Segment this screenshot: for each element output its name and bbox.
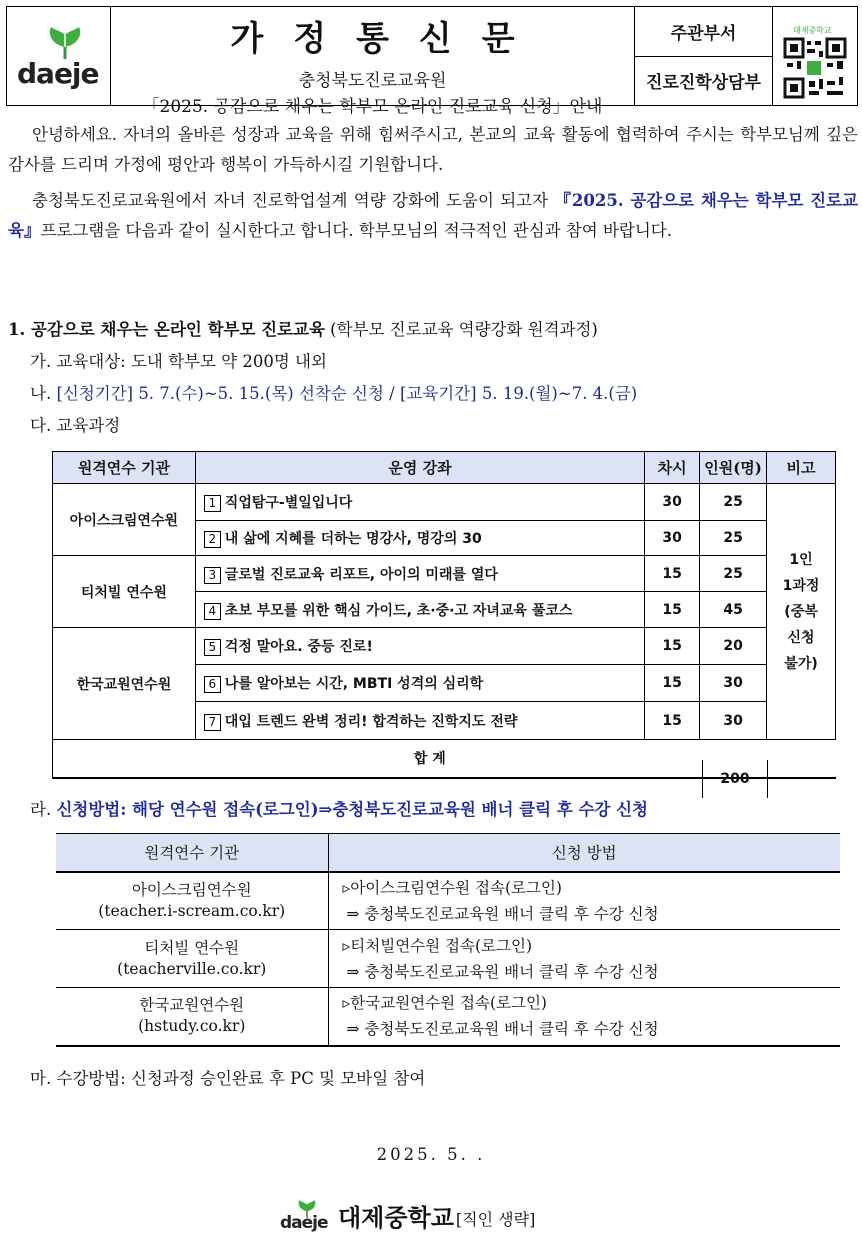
col-header-org: 원격연수 기관 <box>53 452 196 484</box>
department-box <box>635 7 773 105</box>
item-na-prefix: 나. <box>30 384 57 403</box>
org-url: (teacher.i-scream.co.kr) <box>98 901 286 920</box>
item-ra <box>30 796 648 820</box>
method-step: ▹티처빌연수원 접속(로그인) <box>342 936 533 955</box>
course-name: 글로벌 진로교육 리포트, 아이의 미래를 열다 <box>224 566 498 583</box>
method-step: ⇒ 충청북도진로교육원 배너 클릭 후 수강 신청 <box>346 962 659 981</box>
sessions-cell: 30 <box>645 484 700 521</box>
course-cell <box>195 521 644 556</box>
footer-logo-wordmark: daeje <box>280 1213 328 1233</box>
sessions-cell: 15 <box>645 556 700 592</box>
total-value: 200 <box>702 760 768 798</box>
org-cell: 티처빌 연수원 <box>53 556 196 628</box>
method-table <box>56 833 840 1047</box>
people-cell: 45 <box>700 592 767 628</box>
school-signature <box>278 1198 535 1233</box>
school-name: 대제중학교 <box>338 1204 454 1232</box>
intro-p2-a: 충청북도진로교육원에서 자녀 진로학업설계 역량 강화에 도움이 되고자 <box>32 191 555 210</box>
note-line: (중복 <box>784 603 818 620</box>
course-name: 나를 알아보는 시간, MBTI 성격의 심리학 <box>224 676 484 692</box>
method-step: ⇒ 충청북도진로교육원 배너 클릭 후 수강 신청 <box>346 1020 659 1039</box>
table-row <box>56 872 840 930</box>
sessions-cell: 15 <box>645 592 700 628</box>
dept-label: 주관부서 <box>635 7 772 57</box>
course-name: 걱정 말아요. 중등 진로! <box>224 639 373 655</box>
people-cell: 30 <box>700 665 767 702</box>
method-step: ⇒ 충청북도진로교육원 배너 클릭 후 수강 신청 <box>346 904 659 923</box>
col-header-note: 비고 <box>767 452 836 484</box>
section-1-title-bold: 1. 공감으로 채우는 온라인 학부모 진로교육 <box>8 320 325 339</box>
method-table-header <box>56 834 840 872</box>
org-name: 한국교원연수원 <box>139 996 245 1015</box>
item-ra-text: 신청방법: 해당 연수원 접속(로그인)⇒충청북도진로교육원 배너 클릭 후 수강 신청 <box>56 800 648 819</box>
col-header-people: 인원(명) <box>700 452 767 484</box>
org-url: (teacherville.co.kr) <box>117 959 267 978</box>
seal-omitted: [직인 생략] <box>455 1210 536 1229</box>
course-cell <box>195 665 644 702</box>
org-name: 아이스크림연수원 <box>131 880 252 899</box>
section-1-title <box>8 316 598 340</box>
course-table <box>52 451 836 779</box>
people-cell: 25 <box>700 556 767 592</box>
table-row <box>53 484 836 521</box>
course-table-header <box>53 452 836 484</box>
school-logo <box>7 7 111 105</box>
note-cell <box>767 484 836 740</box>
course-cell <box>195 592 644 628</box>
course-number: 1 <box>204 495 221 512</box>
table-row <box>53 556 836 592</box>
item-ga: 가. 교육대상: 도내 학부모 약 200명 내외 <box>30 352 327 371</box>
item-da: 다. 교육과정 <box>30 416 121 435</box>
course-name: 초보 부모를 위한 핵심 가이드, 초·중·고 자녀교육 풀코스 <box>224 602 573 619</box>
table-row <box>56 930 840 988</box>
intro-paragraph-1: 안녕하세요. 자녀의 올바른 성장과 교육을 위해 힘써주시고, 본교의 교육 활동에 협력하여 주시는 학부모님께 깊은 감사를 드리며 가정에 평안과 행복이 가득하시길 기원합니다. <box>8 125 858 174</box>
table-row <box>56 988 840 1046</box>
sessions-cell: 30 <box>645 521 700 556</box>
table-row <box>53 628 836 665</box>
ginkgo-leaf-icon <box>45 25 85 61</box>
method-cell <box>328 930 840 988</box>
org-url: (hstudy.co.kr) <box>138 1017 246 1036</box>
course-number: 6 <box>204 676 221 693</box>
col-header-org: 원격연수 기관 <box>56 834 328 872</box>
issuer: 충청북도진로교육원 <box>298 71 447 91</box>
col-header-method: 신청 방법 <box>328 834 840 872</box>
item-ra-prefix: 라. <box>30 800 57 819</box>
course-cell <box>195 484 644 521</box>
issue-date: 2025. 5. . <box>376 1145 486 1164</box>
page-title: 가정통신문 <box>230 19 545 59</box>
course-name: 직업탐구-별일입니다 <box>224 495 353 511</box>
method-cell <box>328 988 840 1046</box>
course-name: 내 삶에 지혜를 더하는 명강사, 명강의 30 <box>224 531 482 547</box>
org-name: 티처빌 연수원 <box>144 938 240 957</box>
course-name: 대입 트렌드 완벽 정리! 합격하는 진학지도 전략 <box>224 713 518 730</box>
note-line: 1과정 <box>782 577 820 594</box>
course-number: 3 <box>204 567 221 584</box>
org-cell <box>56 988 328 1046</box>
method-step: ▹아이스크림연수원 접속(로그인) <box>342 878 562 897</box>
document-header <box>6 6 858 117</box>
section-1-title-rest: (학부모 진로교육 역량강화 원격과정) <box>324 320 598 339</box>
logo-wordmark: daeje <box>17 57 99 90</box>
intro-paragraph-2 <box>8 186 858 246</box>
item-ma: 마. 수강방법: 신청과정 승인완료 후 PC 및 모바일 참여 <box>30 1069 426 1088</box>
note-line: 불가) <box>784 655 818 672</box>
intro-p2-c: 프로그램을 다음과 같이 실시한다고 합니다. 학부모님의 적극적인 관심과 참여 바랍니다. <box>40 221 672 240</box>
course-number: 5 <box>204 639 221 656</box>
col-header-sessions: 차시 <box>645 452 700 484</box>
org-cell <box>56 930 328 988</box>
course-number: 2 <box>204 531 221 548</box>
item-na <box>30 380 637 404</box>
org-cell: 한국교원연수원 <box>53 628 196 740</box>
footer-logo <box>278 1199 336 1233</box>
course-number: 4 <box>204 603 221 620</box>
qr-caption: 대제중학교 <box>793 26 832 35</box>
org-cell: 아이스크림연수원 <box>53 484 196 556</box>
course-cell <box>195 702 644 740</box>
sessions-cell: 15 <box>645 628 700 665</box>
intro-p2-program: 『2025. 공감으로 채우는 학부모 진로교육』 <box>8 191 858 240</box>
course-number: 7 <box>204 714 221 731</box>
method-cell <box>328 872 840 930</box>
sessions-cell: 15 <box>645 665 700 702</box>
course-cell <box>195 628 644 665</box>
dept-name: 진로진학상담부 <box>646 73 761 94</box>
item-na-text: [신청기간] 5. 7.(수)~5. 15.(목) 선착순 신청 / [교육기간] 5. 19.(월)~7. 4.(금) <box>56 384 638 403</box>
people-cell: 25 <box>700 521 767 556</box>
col-header-course: 운영 강좌 <box>195 452 644 484</box>
subject: 「2025. 공감으로 채우는 학부모 온라인 진로교육 신청」안내 <box>142 97 603 117</box>
method-step: ▹한국교원연수원 접속(로그인) <box>342 994 547 1013</box>
people-cell: 20 <box>700 628 767 665</box>
sessions-cell: 15 <box>645 702 700 740</box>
total-label: 합 계 <box>53 740 767 778</box>
people-cell: 25 <box>700 484 767 521</box>
note-line: 신청 <box>787 629 815 646</box>
title-block <box>111 7 635 117</box>
course-cell <box>195 556 644 592</box>
org-cell <box>56 872 328 930</box>
note-line: 1인 <box>789 551 813 568</box>
qr-code <box>773 7 857 105</box>
people-cell: 30 <box>700 702 767 740</box>
qr-code-icon <box>783 37 847 99</box>
